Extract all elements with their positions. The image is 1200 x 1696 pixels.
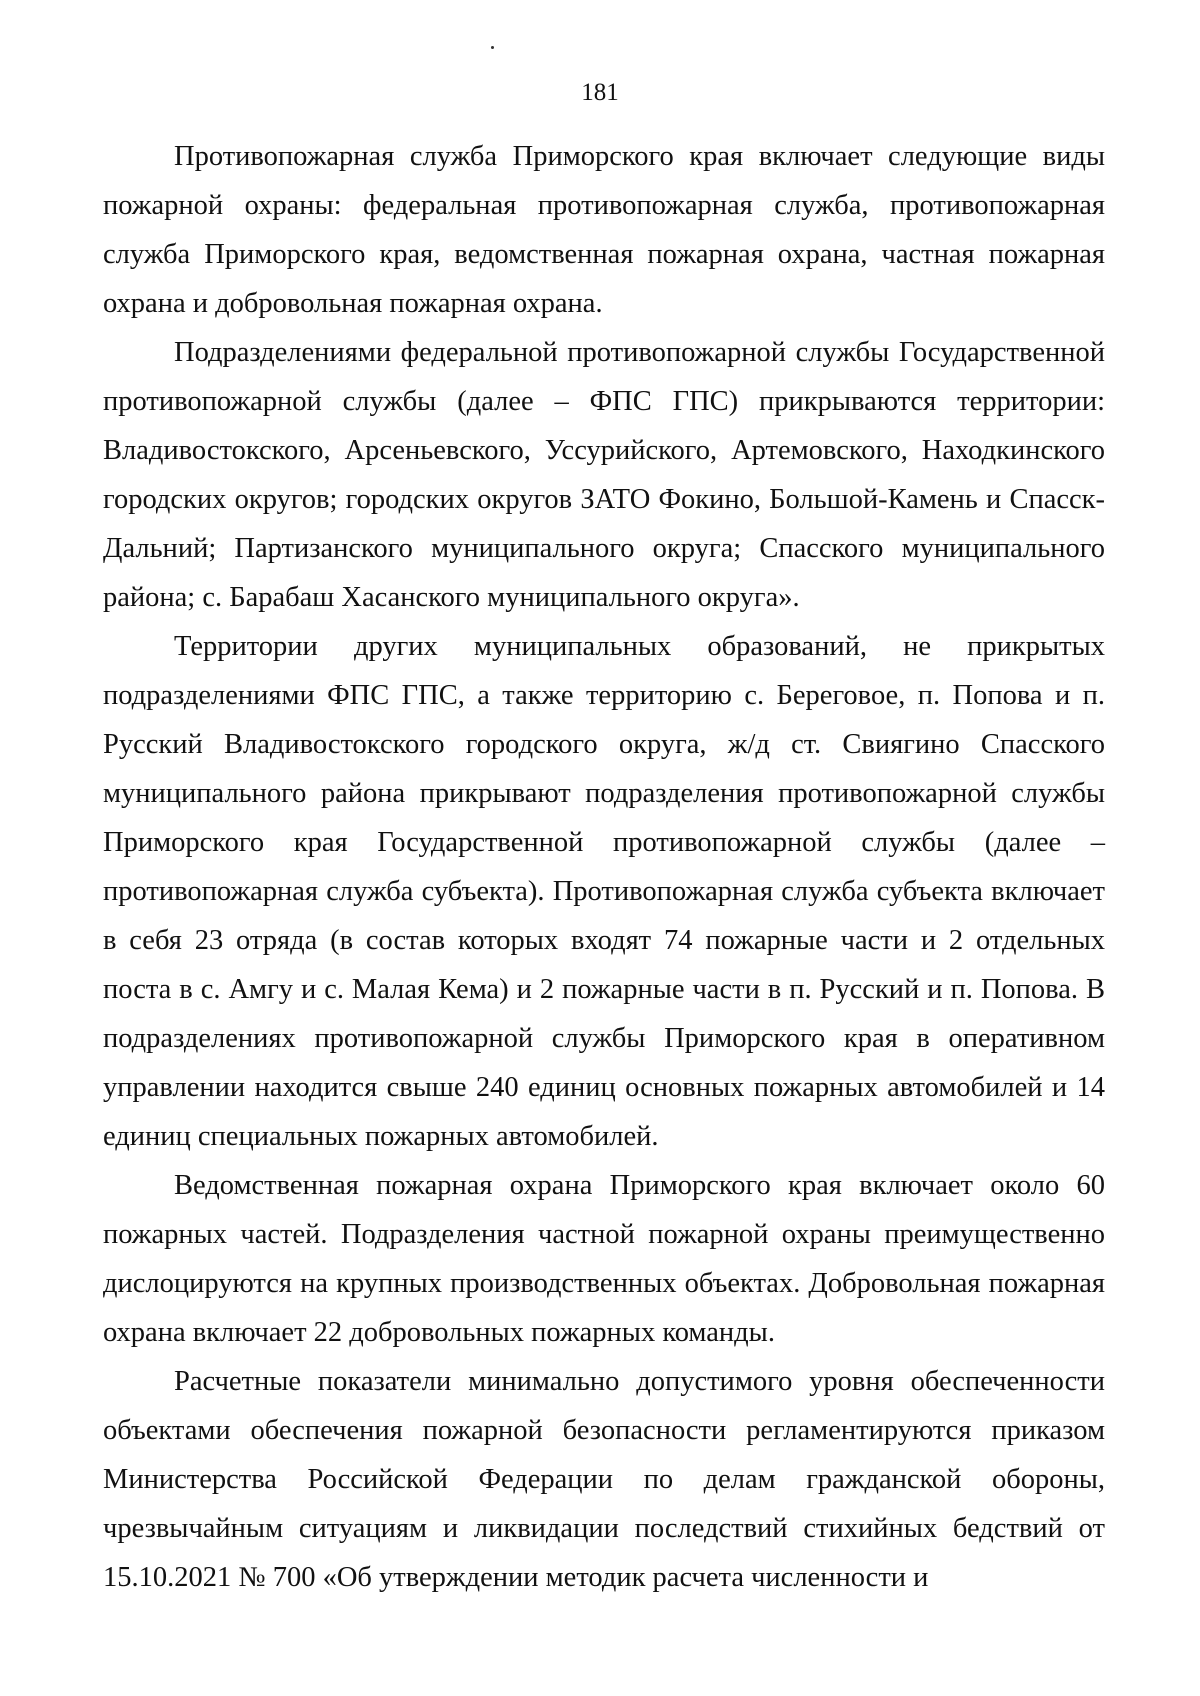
scan-artifact-dot bbox=[491, 46, 494, 49]
paragraph-federal-fire-service-territories: Подразделениями федеральной противопожарной службы Государственной противопожарной службы (далее – ФПС ГПС) прикрываются территории: Владивостокского, Арсеньевского, Уссурийского, Артемовского, Находкинского городских округов; городских округов ЗАТО Фокино, Большой-Камень и Спасск-Дальний; Партизанского муниципального округа; Спасского муниципального района; с. Барабаш Хасанского муниципального округа». bbox=[103, 337, 1105, 613]
paragraph-calculation-indicators: Расчетные показатели минимально допустимого уровня обеспеченности объектами обеспечения пожарной безопасности регламентируются приказом Министерства Российской Федерации по делам гражданской обороны, чрезвычайным ситуациям и ликвидации последствий стихийных бедствий от 15.10.2021 № 700 «Об утверждении методик расчета численности и bbox=[103, 1366, 1105, 1593]
paragraph-fire-service-types: Противопожарная служба Приморского края включает следующие виды пожарной охраны: федеральная противопожарная служба, противопожарная служба Приморского края, ведомственная пожарная охрана, частная пожарная охрана и добровольная пожарная охрана. bbox=[103, 141, 1105, 319]
paragraph-regional-fire-service: Территории других муниципальных образований, не прикрытых подразделениями ФПС ГПС, а также территорию с. Береговое, п. Попова и п. Русский Владивостокского городского округа, ж/д ст. Свиягино Спасского муниципального района прикрывают подразделения противопожарной службы Приморского края Государственной противопожарной службы (далее – противопожарная служба субъекта). Противопожарная служба субъекта включает в себя 23 отряда (в состав которых входят 74 пожарные части и 2 отдельных поста в с. Амгу и с. Малая Кема) и 2 пожарные части в п. Русский и п. Попова. В подразделениях противопожарной службы Приморского края в оперативном управлении находится свыше 240 единиц основных пожарных автомобилей и 14 единиц специальных пожарных автомобилей. bbox=[103, 631, 1105, 1152]
paragraph-departmental-private-volunteer: Ведомственная пожарная охрана Приморского края включает около 60 пожарных частей. Подразделения частной пожарной охраны преимущественно дислоцируются на крупных производственных объектах. Добровольная пожарная охрана включает 22 добровольных пожарных команды. bbox=[103, 1170, 1105, 1348]
page-number: 181 bbox=[581, 79, 619, 106]
document-body bbox=[103, 132, 1105, 1602]
